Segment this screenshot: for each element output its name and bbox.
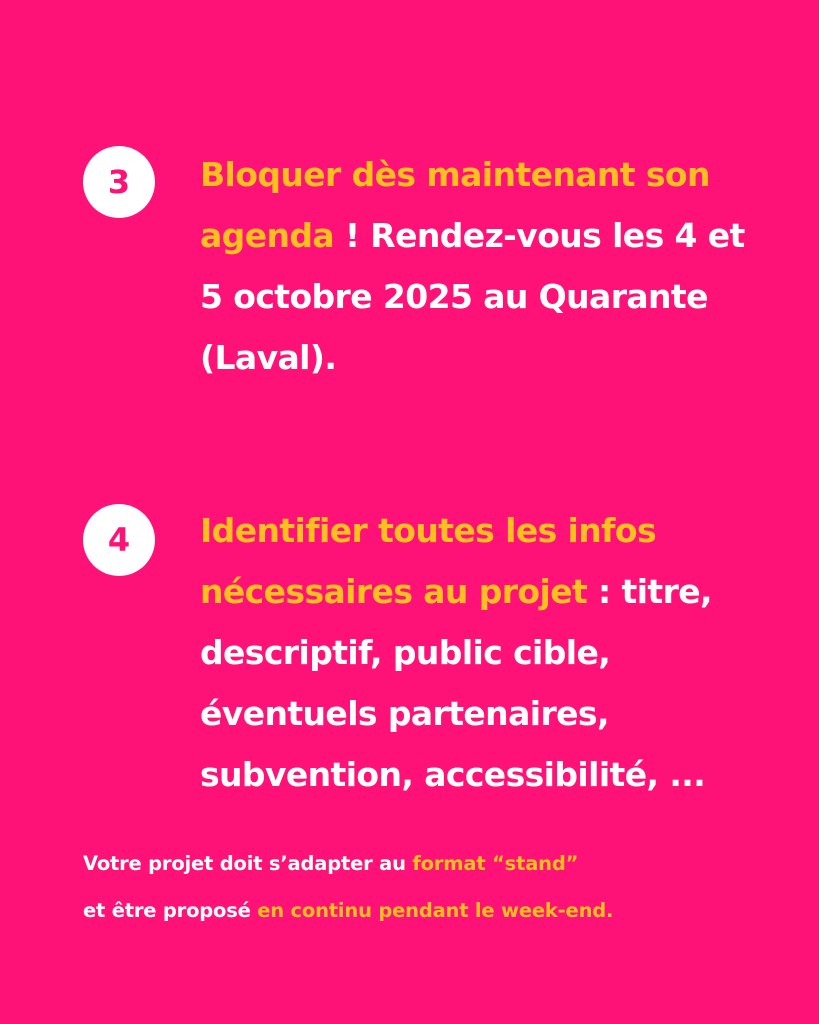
footer-line-1-text: Votre projet doit s’adapter au — [83, 852, 413, 875]
step-body: : titre, descriptif, public cible, éventuels partenaires, subvention, accessibilité, ... — [200, 572, 712, 794]
step-body: ! Rendez-vous les 4 et 5 octobre 2025 au Quarante (Laval). — [200, 216, 745, 377]
footer-line-1 — [83, 852, 578, 875]
step-text — [200, 144, 775, 388]
footer-line-2-highlight: en continu pendant le week-end. — [257, 899, 614, 922]
step-number-badge — [83, 146, 155, 218]
footer-note — [83, 840, 783, 934]
step-highlight: Bloquer dès maintenant son agenda — [200, 155, 710, 255]
footer-line-1-highlight: format “stand” — [412, 852, 579, 875]
step-number-badge — [83, 504, 155, 576]
step-highlight: Identifier toutes les infos nécessaires au projet — [200, 511, 656, 611]
step-text — [200, 500, 775, 805]
step-number: 3 — [107, 163, 131, 201]
footer-line-2 — [83, 899, 613, 922]
footer-line-2-text: et être proposé — [83, 899, 258, 922]
step-number: 4 — [107, 521, 131, 559]
